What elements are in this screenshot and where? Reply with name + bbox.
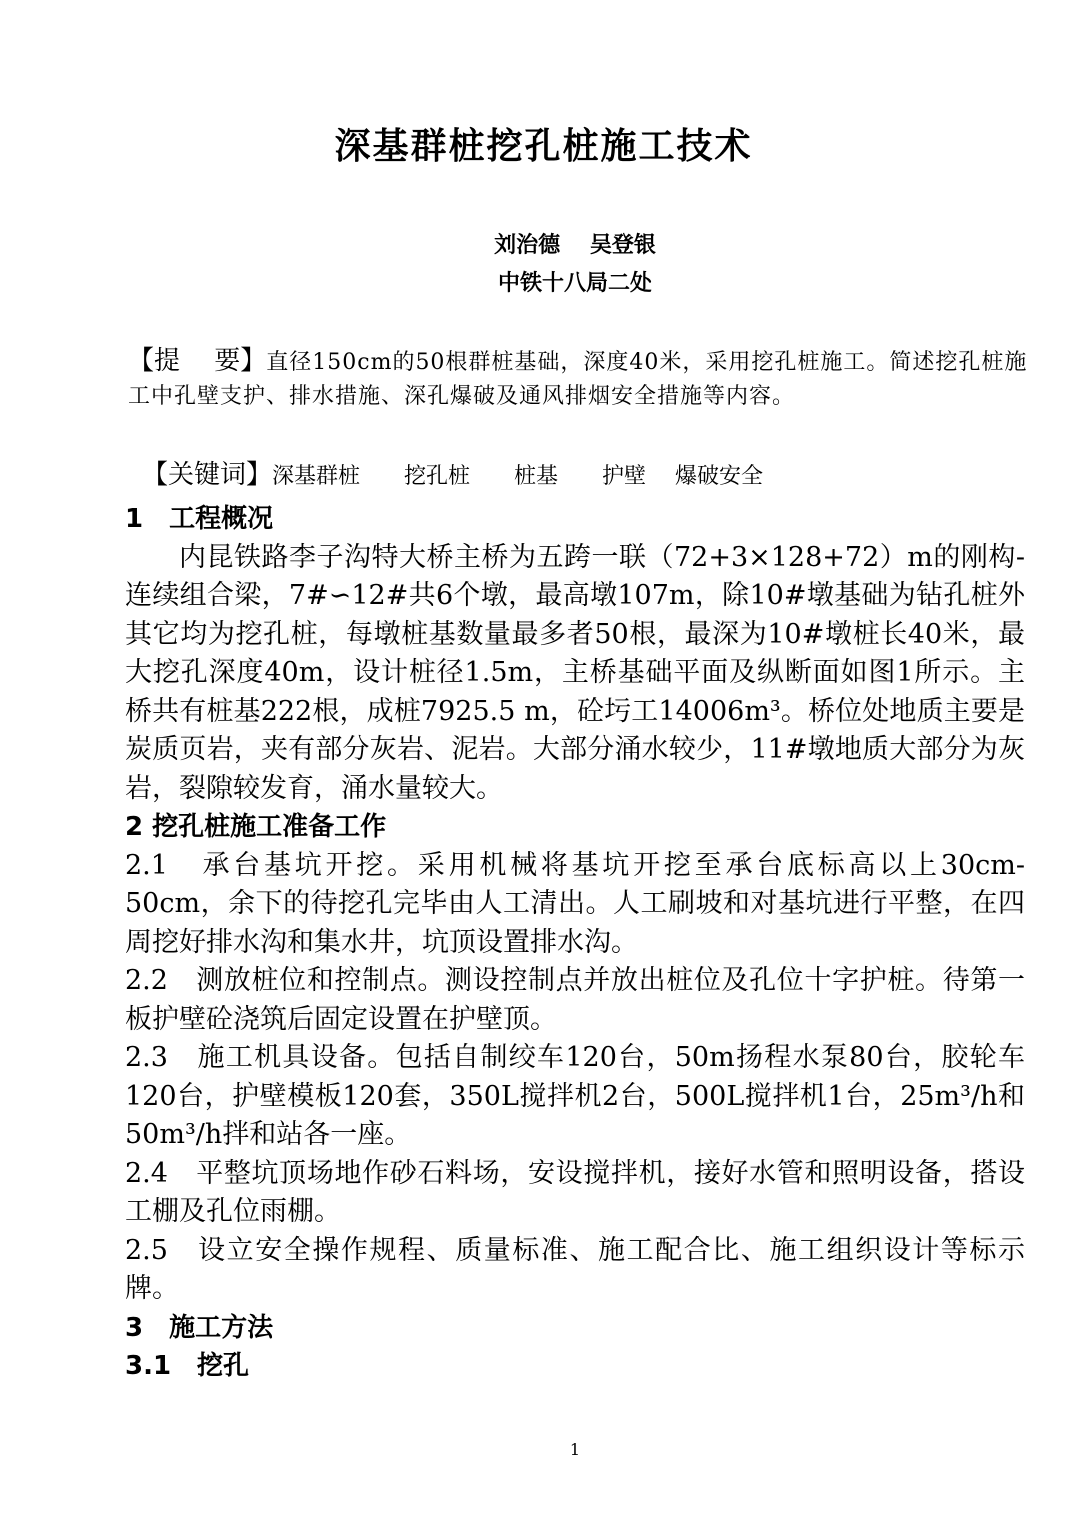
section-3-heading: 3 施工方法 bbox=[125, 1312, 274, 1343]
page-number: 1 bbox=[569, 1440, 581, 1459]
abstract-text: 直径150cm的50根群桩基础，深度40米，采用挖孔桩施工。简述挖孔桩施工中孔壁支护、排水措施、深孔爆破及通风排烟安全措施等内容。 bbox=[128, 350, 1028, 409]
abstract bbox=[128, 344, 1028, 414]
section-2-4: 2.4 平整坑顶场地作砂石料场，安设搅拌机，接好水管和照明设备，搭设工棚及孔位雨棚。 bbox=[125, 1157, 1025, 1227]
section-3-1-heading: 3.1 挖孔 bbox=[125, 1351, 250, 1381]
section-2-2: 2.2 测放桩位和控制点。测设控制点并放出桩位及孔位十字护桩。待第一板护壁砼浇筑后固定设置在护壁顶。 bbox=[125, 965, 1025, 1035]
section-2-heading: 2 挖孔桩施工准备工作 bbox=[125, 812, 387, 842]
section-1-paragraph: 内昆铁路李子沟特大桥主桥为五跨一联（72+3×128+72）m的刚构-连续组合梁，7#∽12#共6个墩，最高墩107m，除10#墩基础为钻孔桩外其它均为挖孔桩，每墩桩基数量最多者50根，最深为10#墩桩长40米，最大挖孔深度40m，设计桩径1.5m，主桥基础平面及纵断面如图1所示。主桥共有桩基222根，成桩7925.5 m，砼圬工14006m³。桥位处地质主要是炭质页岩，夹有部分灰岩、泥岩。大部分涌水较少，11#墩地质大部分为灰岩，裂隙较发育，涌水量较大。 bbox=[125, 541, 1025, 804]
section-2-5: 2.5 设立安全操作规程、质量标准、施工配合比、施工组织设计等标示牌。 bbox=[125, 1234, 1025, 1304]
document-title: 深基群桩挖孔桩施工技术 bbox=[334, 126, 753, 167]
affiliation: 中铁十八局二处 bbox=[497, 271, 652, 296]
section-1-heading: 1 工程概况 bbox=[125, 504, 274, 534]
authors: 刘治德 吴登银 bbox=[494, 233, 656, 258]
keywords bbox=[128, 424, 1028, 494]
body-text bbox=[125, 500, 1025, 1386]
abstract-label: 【提 要】 bbox=[128, 346, 267, 376]
keywords-text: 深基群桩 挖孔桩 桩基 护壁 爆破安全 bbox=[272, 464, 764, 489]
section-2-3: 2.3 施工机具设备。包括自制绞车120台，50m扬程水泵80台，胶轮车120台，护壁模板120套，350L搅拌机2台，500L搅拌机1台，25m³/h和50m³/h拌和站各一座。 bbox=[125, 1042, 1025, 1150]
keywords-label: 【关键词】 bbox=[142, 460, 273, 490]
section-2-1: 2.1 承台基坑开挖。采用机械将基坑开挖至承台底标高以上30cm-50cm，余下的待挖孔完毕由人工清出。人工刷坡和对基坑进行平整，在四周挖好排水沟和集水井，坑顶设置排水沟。 bbox=[125, 849, 1025, 958]
